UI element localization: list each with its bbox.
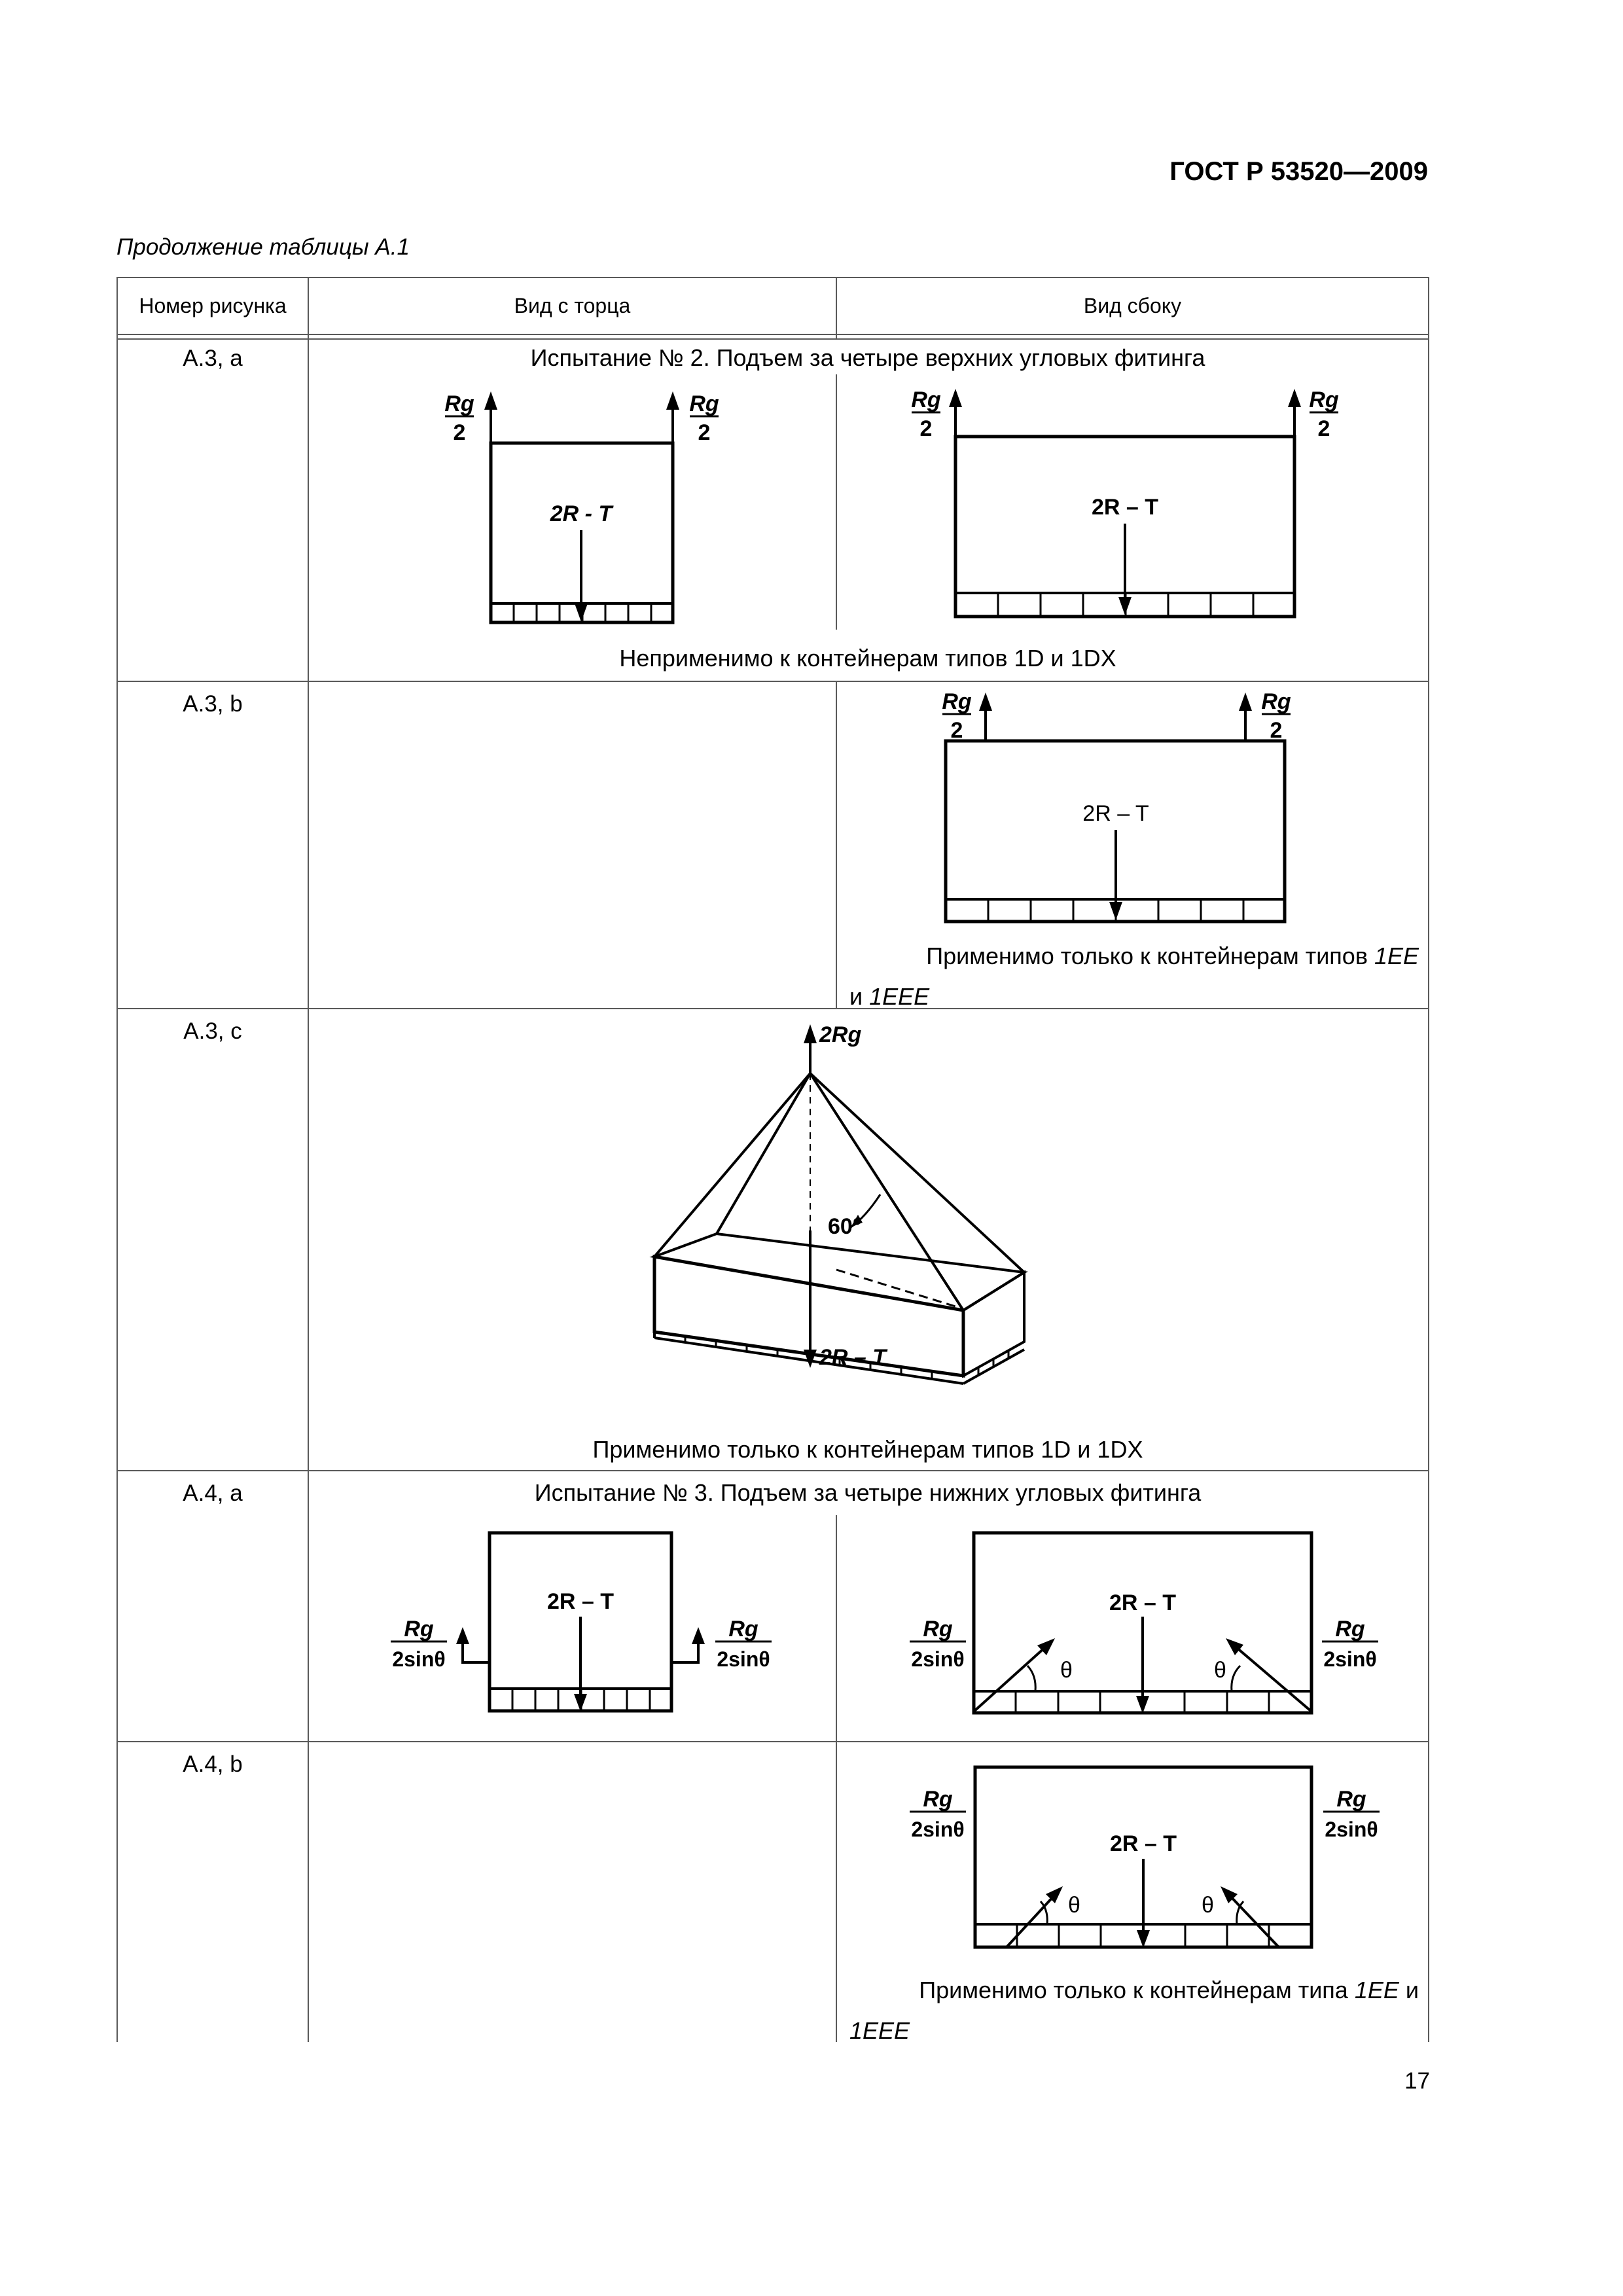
column-header-figure-number: Номер рисунка [139,294,287,317]
force-label: 2 [950,718,963,743]
load-label: 2R - T [550,501,613,526]
row-caption: Применимо только к контейнерам типов 1ЕЕ и 1ЕЕЕ [849,942,1419,1010]
row-caption: Применимо только к контейнерам типов 1D и 1DX [592,1436,1143,1463]
angle-label: 60° [828,1214,862,1239]
force-label: Rg [1335,1617,1365,1641]
force-label: 2sinθ [1325,1818,1378,1841]
force-label: 2sinθ [911,1647,965,1671]
force-label: Rg [728,1617,758,1641]
side-view-diagram [837,380,1428,635]
force-label: 2 [453,420,466,445]
force-label: 2sinθ [1323,1647,1377,1671]
load-label: 2R – T [1082,801,1149,826]
top-force-label: 2Rg [819,1022,862,1047]
angle-label: θ [1202,1893,1214,1918]
side-view-diagram [837,1754,1428,1970]
force-label: Rg [444,391,474,416]
force-label: Rg [404,1617,434,1641]
load-label: 2R – T [1109,1590,1177,1615]
load-label: 2R – T [1091,495,1159,520]
row-number: А.3, а [183,346,243,371]
column-header-side-view: Вид сбоку [1083,294,1182,317]
angle-label: θ [1060,1658,1073,1683]
row-title: Испытание № 3. Подъем за четыре нижних угловых фитинга [534,1479,1202,1506]
row-number: А.3, с [183,1018,242,1044]
table-continuation-label: Продолжение таблицы А.1 [116,234,410,260]
force-label: Rg [911,387,941,412]
force-label: Rg [1261,689,1291,714]
page-number: 17 [1404,2068,1430,2094]
side-view-diagram [837,1518,1428,1734]
force-label: 2 [698,420,711,445]
side-view-diagram [837,684,1428,946]
force-label: 2 [1270,718,1283,743]
force-label: 2sinθ [392,1647,446,1671]
end-view-diagram [309,1518,836,1734]
force-label: 2sinθ [717,1647,770,1671]
standard-designation: ГОСТ Р 53520—2009 [1169,157,1428,186]
force-label: Rg [689,391,719,416]
force-label: 2sinθ [911,1818,965,1841]
force-label: Rg [923,1617,953,1641]
force-label: Rg [1336,1787,1366,1812]
isometric-lift-diagram [309,1011,1428,1463]
angle-label: θ [1214,1658,1226,1683]
row-number: А.3, b [183,691,243,717]
end-view-diagram [309,380,836,635]
force-label: 2 [1317,416,1330,441]
row-caption: Применимо только к контейнерам типа 1ЕЕ и 1ЕЕЕ [849,1977,1419,2044]
row-caption: Неприменимо к контейнерам типов 1D и 1DX [619,645,1116,672]
angle-label: θ [1068,1893,1080,1918]
row-number: А.4, b [183,1751,243,1777]
row-title: Испытание № 2. Подъем за четыре верхних угловых фитинга [530,344,1205,371]
load-label: 2R – T [1109,1831,1177,1856]
force-label: Rg [1309,387,1339,412]
force-label: 2 [919,416,933,441]
load-label: 2R – T [819,1345,887,1370]
row-number: А.4, а [183,1480,243,1506]
force-label: Rg [923,1787,953,1812]
column-header-end-view: Вид с торца [514,294,631,317]
force-label: Rg [942,689,972,714]
load-label: 2R – T [546,1589,615,1614]
